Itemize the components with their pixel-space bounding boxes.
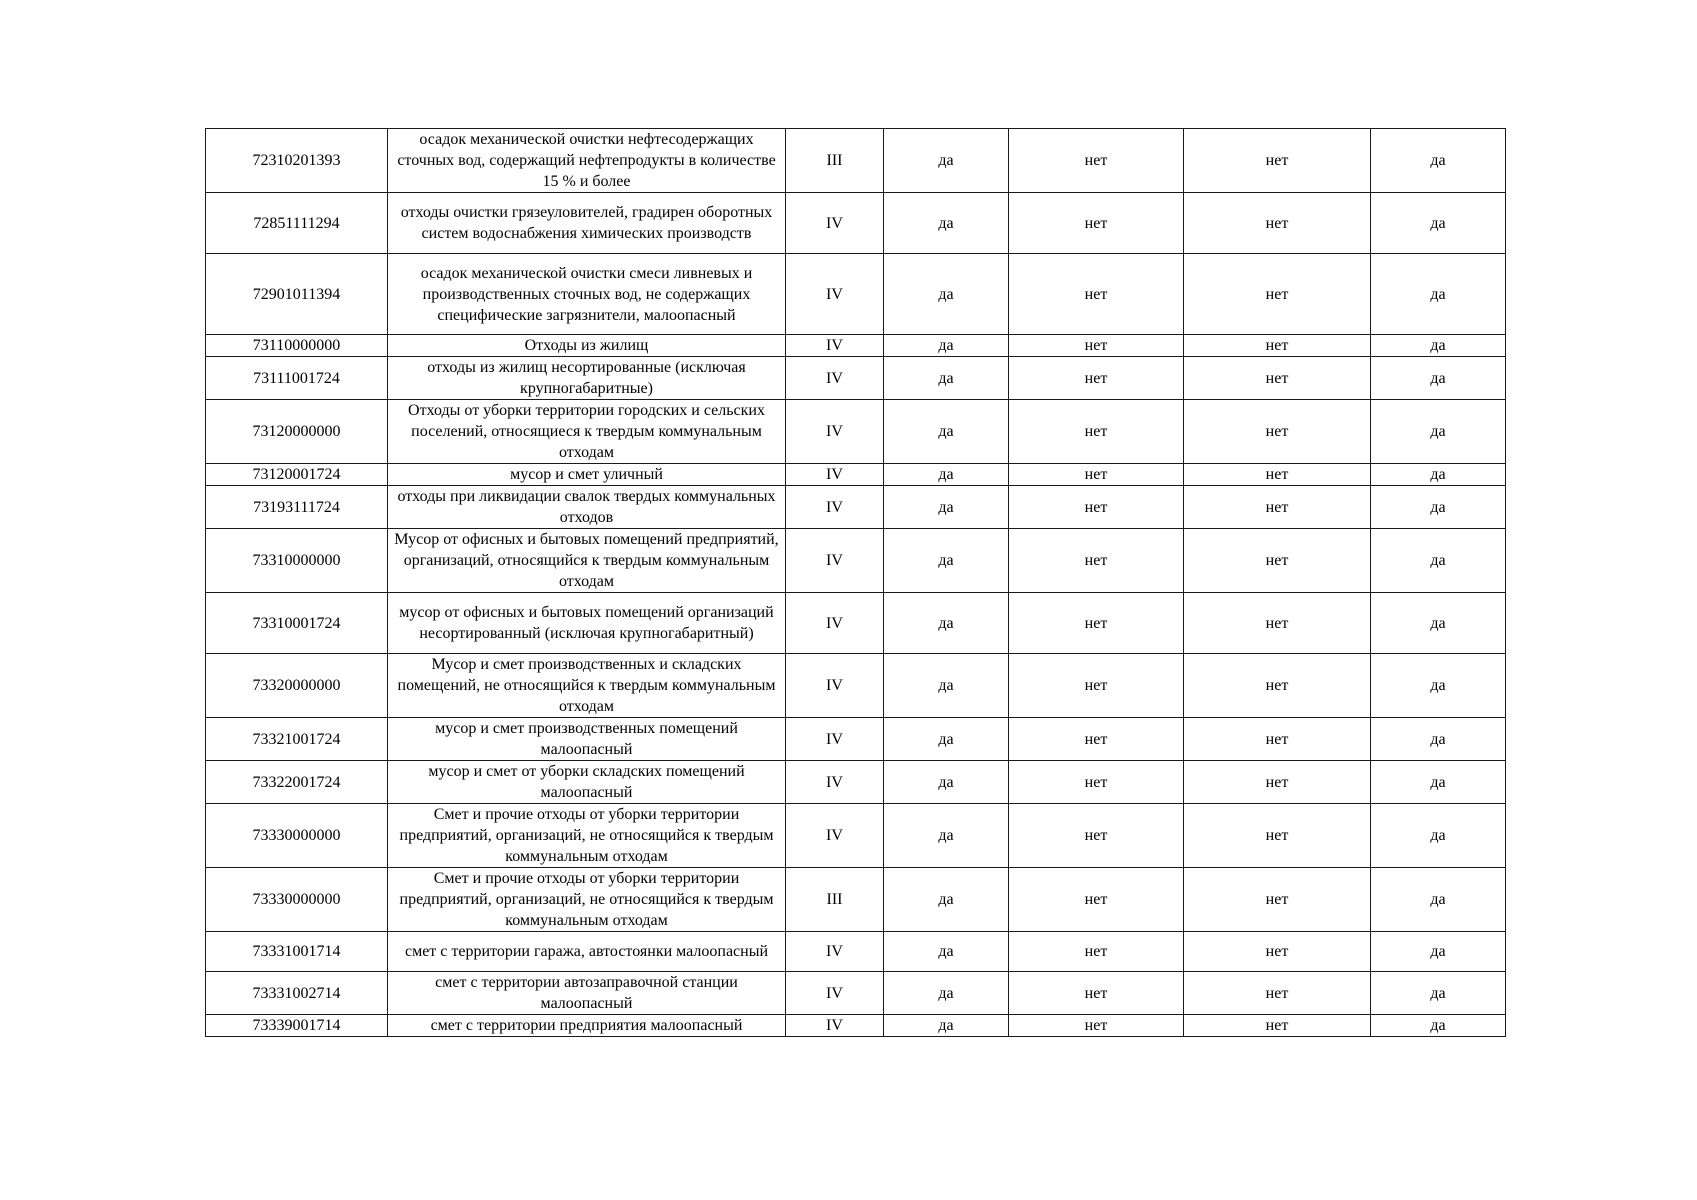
- waste-name-cell: Смет и прочие отходы от уборки территории предприятий, организаций, не относящийся к твердым коммунальным отходам: [388, 804, 786, 868]
- waste-code-cell: 73322001724: [206, 761, 388, 804]
- flag-3-cell: нет: [1184, 593, 1371, 654]
- hazard-class-cell: IV: [786, 486, 884, 529]
- flag-3-cell: нет: [1184, 193, 1371, 254]
- hazard-class-cell: III: [786, 129, 884, 193]
- table-row: [206, 129, 1506, 193]
- waste-name-cell: отходы при ликвидации свалок твердых коммунальных отходов: [388, 486, 786, 529]
- hazard-class-cell: IV: [786, 718, 884, 761]
- waste-code-cell: 73110000000: [206, 335, 388, 357]
- flag-1-cell: да: [884, 400, 1009, 464]
- table-row: [206, 529, 1506, 593]
- waste-name-cell: Мусор от офисных и бытовых помещений предприятий, организаций, относящийся к твердым коммунальным отходам: [388, 529, 786, 593]
- flag-2-cell: нет: [1009, 868, 1184, 932]
- flag-3-cell: нет: [1184, 254, 1371, 335]
- table-row: [206, 464, 1506, 486]
- waste-code-cell: 73320000000: [206, 654, 388, 718]
- hazard-class-cell: IV: [786, 400, 884, 464]
- flag-1-cell: да: [884, 357, 1009, 400]
- waste-name-cell: мусор и смет от уборки складских помещений малоопасный: [388, 761, 786, 804]
- hazard-class-cell: IV: [786, 193, 884, 254]
- flag-4-cell: да: [1371, 761, 1506, 804]
- flag-2-cell: нет: [1009, 357, 1184, 400]
- flag-1-cell: да: [884, 654, 1009, 718]
- waste-name-cell: мусор и смет уличный: [388, 464, 786, 486]
- flag-4-cell: да: [1371, 718, 1506, 761]
- flag-1-cell: да: [884, 593, 1009, 654]
- flag-1-cell: да: [884, 529, 1009, 593]
- waste-name-cell: мусор от офисных и бытовых помещений организаций несортированный (исключая крупногабаритный): [388, 593, 786, 654]
- flag-4-cell: да: [1371, 464, 1506, 486]
- waste-code-cell: 73330000000: [206, 868, 388, 932]
- flag-4-cell: да: [1371, 335, 1506, 357]
- hazard-class-cell: III: [786, 868, 884, 932]
- flag-4-cell: да: [1371, 1015, 1506, 1037]
- flag-3-cell: нет: [1184, 932, 1371, 972]
- waste-name-cell: смет с территории предприятия малоопасный: [388, 1015, 786, 1037]
- table-row: [206, 932, 1506, 972]
- flag-2-cell: нет: [1009, 654, 1184, 718]
- flag-2-cell: нет: [1009, 972, 1184, 1015]
- hazard-class-cell: IV: [786, 335, 884, 357]
- flag-4-cell: да: [1371, 654, 1506, 718]
- flag-1-cell: да: [884, 1015, 1009, 1037]
- flag-3-cell: нет: [1184, 1015, 1371, 1037]
- hazard-class-cell: IV: [786, 529, 884, 593]
- table-body: [206, 129, 1506, 1037]
- document-page: [205, 128, 1506, 1037]
- waste-name-cell: Мусор и смет производственных и складских помещений, не относящийся к твердым коммунальным отходам: [388, 654, 786, 718]
- flag-4-cell: да: [1371, 254, 1506, 335]
- waste-code-cell: 73321001724: [206, 718, 388, 761]
- waste-code-cell: 73120000000: [206, 400, 388, 464]
- table-row: [206, 868, 1506, 932]
- flag-2-cell: нет: [1009, 718, 1184, 761]
- table-row: [206, 718, 1506, 761]
- flag-2-cell: нет: [1009, 254, 1184, 335]
- hazard-class-cell: IV: [786, 593, 884, 654]
- flag-2-cell: нет: [1009, 400, 1184, 464]
- flag-4-cell: да: [1371, 804, 1506, 868]
- waste-code-cell: 72851111294: [206, 193, 388, 254]
- flag-3-cell: нет: [1184, 529, 1371, 593]
- hazard-class-cell: IV: [786, 761, 884, 804]
- flag-4-cell: да: [1371, 972, 1506, 1015]
- flag-1-cell: да: [884, 761, 1009, 804]
- flag-1-cell: да: [884, 718, 1009, 761]
- flag-2-cell: нет: [1009, 193, 1184, 254]
- flag-3-cell: нет: [1184, 761, 1371, 804]
- hazard-class-cell: IV: [786, 357, 884, 400]
- table-row: [206, 1015, 1506, 1037]
- flag-1-cell: да: [884, 486, 1009, 529]
- waste-code-cell: 73310001724: [206, 593, 388, 654]
- flag-1-cell: да: [884, 972, 1009, 1015]
- flag-2-cell: нет: [1009, 804, 1184, 868]
- waste-code-cell: 73330000000: [206, 804, 388, 868]
- waste-name-cell: отходы из жилищ несортированные (исключая крупногабаритные): [388, 357, 786, 400]
- flag-1-cell: да: [884, 868, 1009, 932]
- hazard-class-cell: IV: [786, 1015, 884, 1037]
- waste-name-cell: смет с территории гаража, автостоянки малоопасный: [388, 932, 786, 972]
- flag-1-cell: да: [884, 193, 1009, 254]
- waste-name-cell: Отходы из жилищ: [388, 335, 786, 357]
- flag-2-cell: нет: [1009, 335, 1184, 357]
- waste-name-cell: мусор и смет производственных помещений малоопасный: [388, 718, 786, 761]
- waste-code-cell: 73310000000: [206, 529, 388, 593]
- flag-1-cell: да: [884, 254, 1009, 335]
- flag-4-cell: да: [1371, 400, 1506, 464]
- table-row: [206, 335, 1506, 357]
- flag-3-cell: нет: [1184, 654, 1371, 718]
- flag-3-cell: нет: [1184, 400, 1371, 464]
- waste-code-cell: 73331002714: [206, 972, 388, 1015]
- table-row: [206, 761, 1506, 804]
- table-row: [206, 254, 1506, 335]
- flag-2-cell: нет: [1009, 464, 1184, 486]
- table-row: [206, 486, 1506, 529]
- waste-code-cell: 72901011394: [206, 254, 388, 335]
- flag-4-cell: да: [1371, 529, 1506, 593]
- flag-1-cell: да: [884, 335, 1009, 357]
- waste-code-cell: 73339001714: [206, 1015, 388, 1037]
- table-row: [206, 193, 1506, 254]
- flag-4-cell: да: [1371, 593, 1506, 654]
- waste-name-cell: Смет и прочие отходы от уборки территории предприятий, организаций, не относящийся к твердым коммунальным отходам: [388, 868, 786, 932]
- flag-4-cell: да: [1371, 932, 1506, 972]
- flag-2-cell: нет: [1009, 529, 1184, 593]
- flag-3-cell: нет: [1184, 357, 1371, 400]
- flag-4-cell: да: [1371, 486, 1506, 529]
- table-row: [206, 654, 1506, 718]
- flag-1-cell: да: [884, 804, 1009, 868]
- flag-2-cell: нет: [1009, 932, 1184, 972]
- hazard-class-cell: IV: [786, 464, 884, 486]
- waste-code-cell: 73193111724: [206, 486, 388, 529]
- flag-3-cell: нет: [1184, 335, 1371, 357]
- flag-3-cell: нет: [1184, 804, 1371, 868]
- flag-4-cell: да: [1371, 129, 1506, 193]
- waste-code-cell: 73331001714: [206, 932, 388, 972]
- waste-name-cell: Отходы от уборки территории городских и сельских поселений, относящиеся к твердым коммунальным отходам: [388, 400, 786, 464]
- table-row: [206, 804, 1506, 868]
- flag-2-cell: нет: [1009, 486, 1184, 529]
- flag-3-cell: нет: [1184, 464, 1371, 486]
- hazard-class-cell: IV: [786, 804, 884, 868]
- flag-2-cell: нет: [1009, 593, 1184, 654]
- flag-4-cell: да: [1371, 868, 1506, 932]
- waste-name-cell: отходы очистки грязеуловителей, градирен оборотных систем водоснабжения химических производств: [388, 193, 786, 254]
- flag-2-cell: нет: [1009, 1015, 1184, 1037]
- waste-name-cell: осадок механической очистки нефтесодержащих сточных вод, содержащий нефтепродукты в количестве 15 % и более: [388, 129, 786, 193]
- flag-2-cell: нет: [1009, 129, 1184, 193]
- flag-2-cell: нет: [1009, 761, 1184, 804]
- flag-1-cell: да: [884, 464, 1009, 486]
- waste-name-cell: смет с территории автозаправочной станции малоопасный: [388, 972, 786, 1015]
- table-row: [206, 972, 1506, 1015]
- hazard-class-cell: IV: [786, 254, 884, 335]
- table-row: [206, 400, 1506, 464]
- flag-3-cell: нет: [1184, 868, 1371, 932]
- table-row: [206, 357, 1506, 400]
- waste-code-cell: 73120001724: [206, 464, 388, 486]
- waste-code-cell: 72310201393: [206, 129, 388, 193]
- waste-code-cell: 73111001724: [206, 357, 388, 400]
- flag-3-cell: нет: [1184, 718, 1371, 761]
- hazard-class-cell: IV: [786, 932, 884, 972]
- flag-1-cell: да: [884, 129, 1009, 193]
- hazard-class-cell: IV: [786, 972, 884, 1015]
- table-row: [206, 593, 1506, 654]
- flag-3-cell: нет: [1184, 129, 1371, 193]
- flag-4-cell: да: [1371, 193, 1506, 254]
- flag-3-cell: нет: [1184, 972, 1371, 1015]
- hazard-class-cell: IV: [786, 654, 884, 718]
- flag-3-cell: нет: [1184, 486, 1371, 529]
- flag-4-cell: да: [1371, 357, 1506, 400]
- waste-name-cell: осадок механической очистки смеси ливневых и производственных сточных вод, не содержащих специфические загрязнители, малоопасный: [388, 254, 786, 335]
- waste-classification-table: [205, 128, 1506, 1037]
- flag-1-cell: да: [884, 932, 1009, 972]
